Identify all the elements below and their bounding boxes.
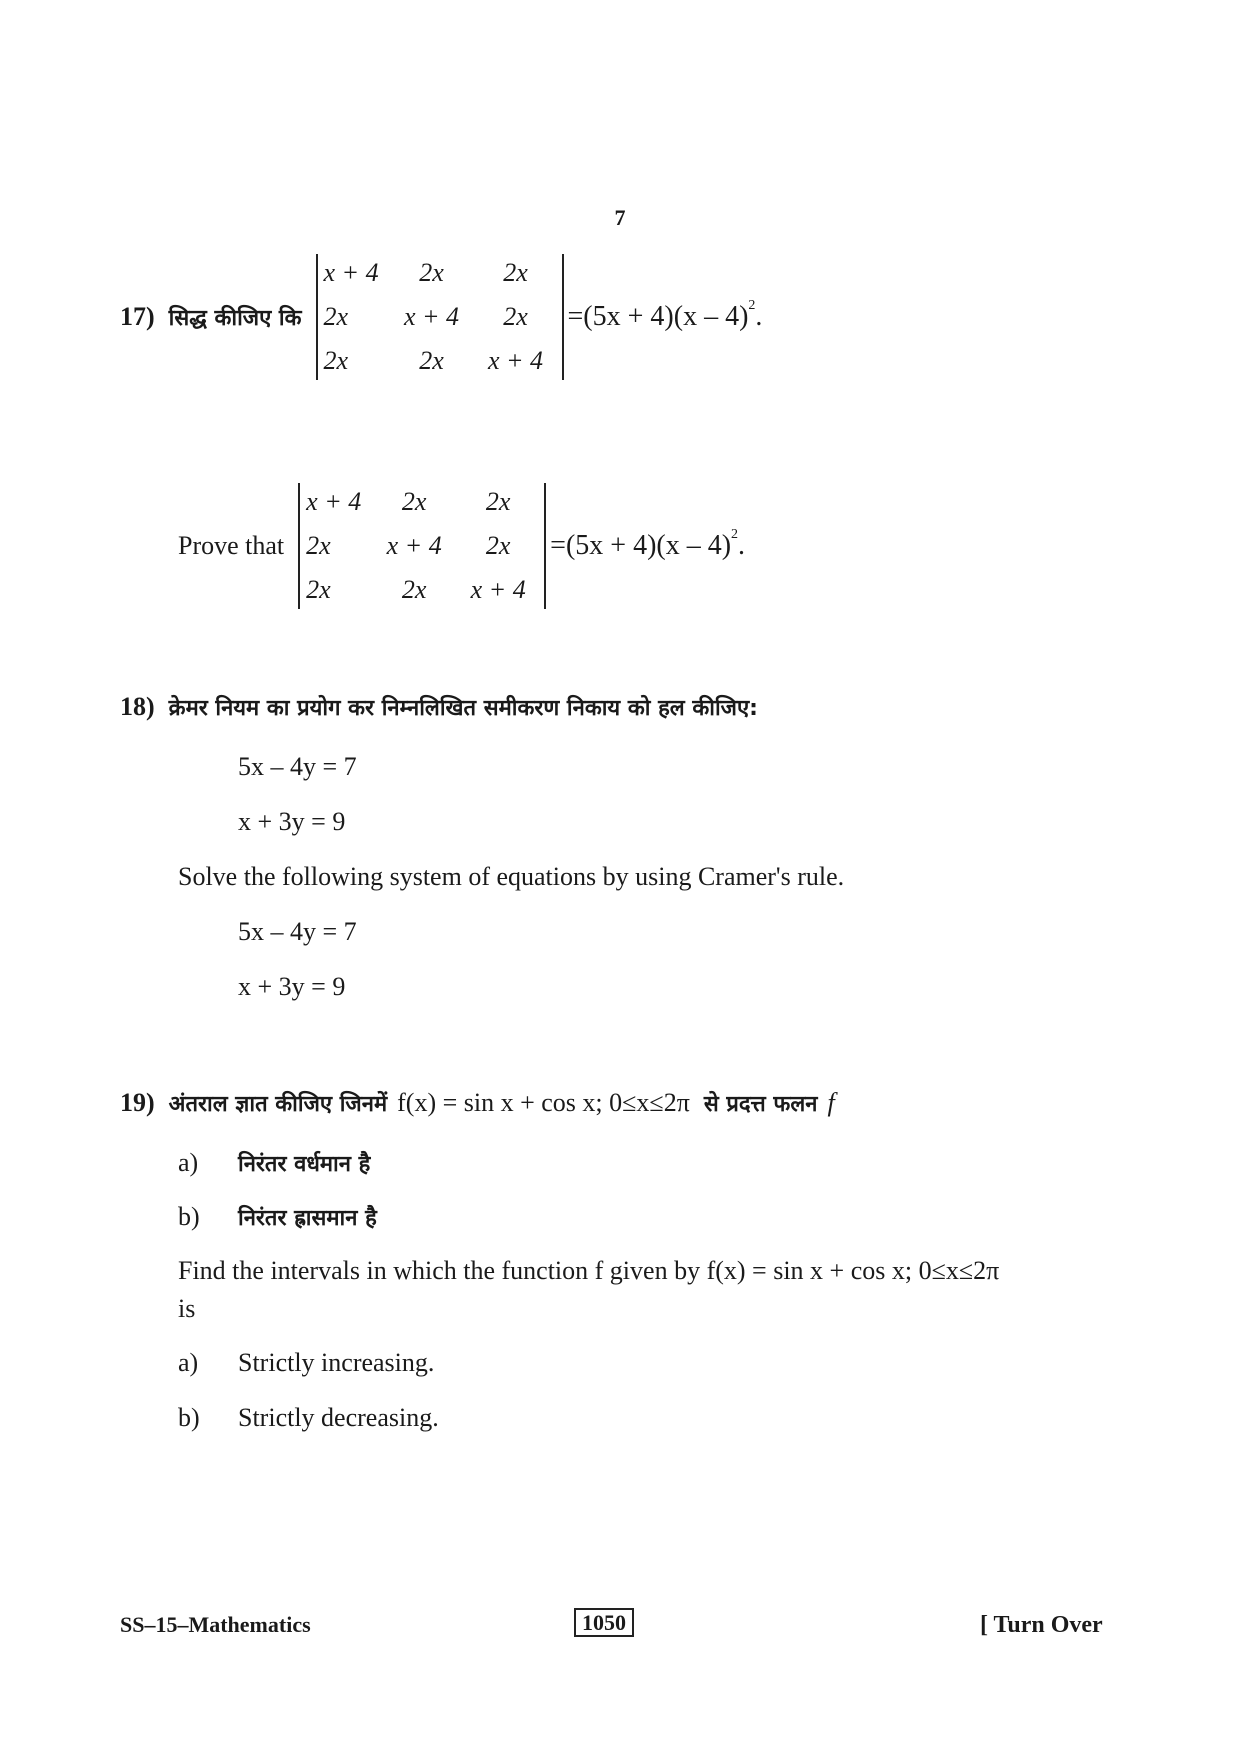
option-label: b) [178,1403,200,1432]
det-row [304,575,540,605]
rhs-end: . [738,530,746,561]
q18-eq1-hindi: 5x – 4y = 7 [238,752,357,781]
q19-number: 19) [120,1088,155,1117]
option-text: Strictly increasing. [238,1348,435,1377]
q17-rhs-english [550,526,746,562]
q19-english-line2: is [178,1294,196,1323]
rhs-text: =(5x + 4)(x – 4) [567,301,749,332]
option-label: a) [178,1348,199,1377]
det-row [322,258,558,288]
q18-number: 18) [120,692,155,721]
page-number: 7 [614,205,626,230]
det-cell: x + 4 [470,575,526,604]
det-cell: 2x [323,302,349,331]
q18-eq2-hindi: x + 3y = 9 [238,807,346,836]
footer-subject: SS–15–Mathematics [120,1612,311,1637]
q18-english-text: Solve the following system of equations by using Cramer's rule. [178,862,845,891]
det-row [304,531,540,561]
det-row [304,487,540,517]
option-text: Strictly decreasing. [238,1403,439,1432]
option-text: निरंतर ह्रासमान है [238,1206,377,1231]
q19-hindi-line [120,1088,835,1118]
q19-english-option-a [178,1348,434,1378]
q18-hindi-line [120,692,758,722]
det-row [322,346,558,376]
det-cell: x + 4 [306,487,362,516]
q18-eq1-english: 5x – 4y = 7 [238,917,357,946]
q19-hindi-a: अंतराल ज्ञात कीजिए जिनमें [168,1092,388,1117]
q17-rhs [567,297,763,333]
q17-number: 17) [120,302,155,331]
q17-hindi-block [120,254,762,380]
det-cell: 2x [419,346,444,375]
footer-code-box: 1050 [574,1608,634,1637]
option-label: b) [178,1202,200,1231]
option-text: निरंतर वर्धमान है [238,1152,371,1177]
det-cell: 2x [401,487,427,516]
q19-function: f(x) = sin x + cos x; 0≤x≤2π [397,1088,690,1117]
rhs-end: . [755,301,763,332]
det-cell: x + 4 [386,531,442,560]
q17-english-block [178,483,745,609]
q17-determinant-hindi [316,254,564,380]
q19-hindi-option-a [178,1148,370,1178]
det-cell: 2x [485,487,511,516]
det-cell: x + 4 [403,302,460,331]
det-cell: 2x [503,258,528,287]
q17-english-lead: Prove that [178,531,285,560]
q18-hindi-text: क्रेमर नियम का प्रयोग कर निम्नलिखित समीकरण निकाय को हल कीजिए: [168,696,758,721]
det-cell: 2x [306,575,331,604]
det-cell: 2x [485,531,511,560]
det-row [322,302,558,332]
q19-english-option-b [178,1403,439,1433]
footer-code [574,1610,634,1636]
q19-f-symbol: f [827,1088,835,1117]
footer-turn-over: [ Turn Over [980,1612,1103,1638]
det-cell: 2x [503,302,528,331]
det-cell: 2x [419,258,444,287]
q18-eq2-english: x + 3y = 9 [238,972,346,1001]
q17-hindi-lead: सिद्ध कीजिए कि [168,306,302,331]
det-cell: 2x [323,346,349,375]
q17-determinant-english [298,483,546,609]
det-cell: x + 4 [323,258,379,287]
q19-hindi-b: से प्रदत्त फलन [703,1092,818,1117]
q19-hindi-option-b [178,1202,377,1232]
det-cell: 2x [401,575,427,604]
rhs-text: =(5x + 4)(x – 4) [550,530,732,561]
det-cell: 2x [306,531,331,560]
option-label: a) [178,1148,199,1177]
rhs-exponent: 2 [748,297,756,313]
q19-english-line1: Find the intervals in which the function f given by f(x) = sin x + cos x; 0≤x≤2π [178,1256,1000,1285]
rhs-exponent: 2 [731,526,739,542]
det-cell: x + 4 [487,346,544,375]
